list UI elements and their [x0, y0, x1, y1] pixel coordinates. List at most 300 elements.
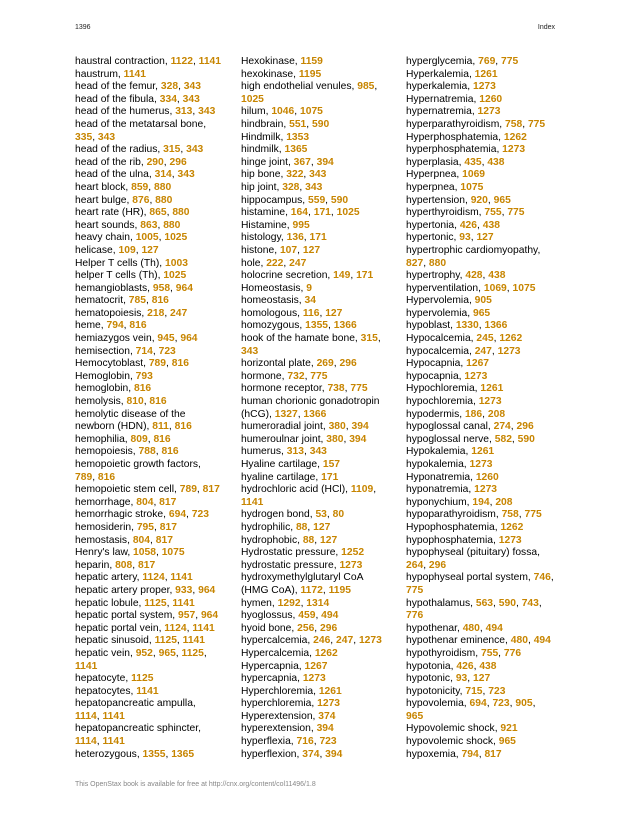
page-link[interactable]: 714 [135, 345, 153, 357]
page-link[interactable]: 1025 [241, 93, 264, 105]
page-link[interactable]: 1273 [472, 81, 496, 93]
page-link[interactable]: 1330 [455, 320, 479, 332]
page-link[interactable]: 785 [128, 295, 146, 307]
page-link[interactable]: 127 [320, 534, 338, 546]
page-link[interactable]: 1262 [500, 521, 524, 533]
page-link[interactable]: 438 [488, 270, 506, 282]
page-link[interactable]: 246 [313, 635, 331, 647]
page-link[interactable]: 1075 [161, 547, 185, 559]
page-link[interactable]: 788 [138, 446, 156, 458]
index-entry [241, 182, 391, 195]
page-link[interactable]: 723 [492, 698, 510, 710]
page-link[interactable]: 816 [161, 446, 179, 458]
page-link[interactable]: 590 [498, 597, 516, 609]
page-link[interactable]: 1267 [304, 660, 328, 672]
page-link[interactable]: 459 [298, 610, 316, 622]
page-link[interactable]: 964 [200, 610, 219, 622]
page-link[interactable]: 1195 [328, 584, 351, 596]
page-link[interactable]: 426 [456, 660, 474, 672]
page-link[interactable]: 952 [135, 647, 153, 659]
page-link[interactable]: 738 [327, 383, 345, 395]
page-link[interactable]: 394 [351, 421, 369, 433]
page-link[interactable]: 1125 [181, 647, 204, 659]
page-link[interactable]: 590 [517, 433, 535, 445]
page-link[interactable]: 93 [459, 232, 471, 244]
page-link[interactable]: 1273 [477, 106, 501, 118]
page-link[interactable]: 1141 [198, 56, 222, 67]
page-link[interactable]: 438 [479, 660, 497, 672]
page-link[interactable]: 435 [464, 156, 482, 168]
page-link[interactable]: 1159 [300, 56, 323, 67]
page-link[interactable]: 816 [174, 421, 192, 433]
page-link[interactable]: 290 [146, 156, 164, 168]
page-link[interactable]: 480 [510, 635, 528, 647]
page-link[interactable]: 269 [316, 358, 334, 370]
page-link[interactable]: 218 [147, 307, 165, 319]
page-link[interactable]: 810 [126, 396, 144, 408]
page-link[interactable]: 965 [498, 736, 516, 748]
page-link[interactable]: 9 [306, 282, 312, 294]
page-link[interactable]: 335 [75, 131, 93, 143]
page-link[interactable]: 157 [322, 459, 341, 470]
page-link[interactable]: 1262 [314, 647, 338, 659]
page-link[interactable]: 1262 [499, 333, 523, 345]
page-link[interactable]: 716 [296, 736, 314, 748]
page-link[interactable]: 1172 [300, 584, 323, 596]
page-link[interactable]: 343 [177, 169, 195, 181]
page-link[interactable]: 1141 [182, 635, 205, 647]
page-link[interactable]: 1292 [277, 597, 301, 609]
page-link[interactable]: 776 [406, 610, 424, 622]
page-link[interactable]: 208 [487, 408, 506, 420]
page-link[interactable]: 1141 [170, 572, 193, 584]
page-link[interactable]: 394 [325, 748, 343, 760]
index-term: hypoglossal canal, [406, 421, 494, 433]
separator: , [303, 446, 310, 458]
separator: , [477, 219, 483, 231]
page-link[interactable]: 880 [163, 219, 181, 231]
page-link[interactable]: 394 [316, 723, 334, 735]
page-link[interactable]: 313 [175, 106, 193, 118]
page-link[interactable]: 1122 [170, 56, 193, 67]
page-link[interactable]: 328 [160, 81, 179, 93]
page-link[interactable]: 34 [304, 295, 316, 307]
page-link[interactable]: 715 [465, 685, 483, 697]
page-link[interactable]: 817 [202, 484, 220, 496]
page-link[interactable]: 582 [494, 433, 512, 445]
page-link[interactable]: 816 [151, 295, 169, 307]
page-link[interactable]: 1025 [163, 270, 187, 282]
page-link[interactable]: 1273 [502, 144, 526, 156]
page-link[interactable]: 394 [316, 156, 334, 168]
separator: , [150, 534, 156, 546]
page-link[interactable]: 88 [302, 534, 315, 546]
page-link[interactable]: 380 [326, 433, 344, 445]
page-link[interactable]: 1267 [466, 358, 490, 370]
page-link[interactable]: 1069 [483, 282, 507, 294]
page-link[interactable]: 315 [360, 333, 378, 345]
page-link[interactable]: 88 [295, 521, 308, 533]
page-link[interactable]: 1355 [305, 320, 329, 332]
page-link[interactable]: 775 [507, 207, 525, 219]
page-link[interactable]: 723 [319, 736, 337, 748]
page-link[interactable]: 1075 [512, 282, 536, 294]
page-link[interactable]: 1069 [462, 169, 486, 181]
page-link[interactable]: 171 [313, 207, 331, 219]
page-link[interactable]: 80 [332, 509, 345, 521]
page-link[interactable]: 817 [159, 496, 177, 508]
page-link[interactable]: 793 [135, 370, 153, 382]
page-link[interactable]: 394 [349, 433, 367, 445]
page-link[interactable]: 438 [487, 156, 505, 168]
page-link[interactable]: 1365 [284, 144, 308, 156]
page-link[interactable]: 428 [465, 270, 483, 282]
page-link[interactable]: 775 [524, 509, 542, 521]
page-link[interactable]: 804 [132, 534, 150, 546]
page-link[interactable]: 808 [115, 559, 133, 571]
page-link[interactable]: 758 [505, 118, 523, 130]
page-link[interactable]: 590 [330, 194, 349, 206]
index-term: hydrogen bond, [241, 509, 316, 521]
page-link[interactable]: 732 [287, 370, 305, 382]
page-link[interactable]: 1025 [164, 232, 188, 244]
page-link[interactable]: 775 [501, 56, 519, 67]
separator: , [344, 383, 351, 395]
page-link[interactable]: 865 [149, 207, 167, 219]
page-link[interactable]: 343 [182, 93, 200, 105]
index-term: hypophyseal portal system, [406, 572, 534, 584]
page-link[interactable]: 1262 [503, 131, 527, 143]
page-link[interactable]: 590 [312, 118, 330, 130]
page-link[interactable]: 817 [155, 534, 173, 546]
page-link[interactable]: 343 [305, 181, 323, 193]
page-link[interactable]: 880 [154, 181, 172, 193]
page-link[interactable]: 1366 [333, 320, 357, 332]
page-link[interactable]: 816 [133, 383, 152, 395]
page-link[interactable]: 194 [472, 496, 490, 508]
page-link[interactable]: 985 [357, 81, 375, 93]
page-link[interactable]: 1260 [475, 471, 499, 483]
page-link[interactable]: 1141 [172, 597, 195, 609]
page-link[interactable]: 958 [152, 282, 171, 294]
page-link[interactable]: 1260 [479, 93, 503, 105]
page-link[interactable]: 965 [158, 647, 176, 659]
page-link[interactable]: 186 [464, 408, 483, 420]
page-link[interactable]: 965 [472, 307, 491, 319]
page-link[interactable]: 374 [318, 710, 336, 722]
page-link[interactable]: 1273 [474, 484, 498, 496]
page-link[interactable]: 343 [186, 144, 204, 156]
page-link[interactable]: 1124 [142, 572, 165, 584]
page-link[interactable]: 775 [527, 118, 546, 130]
page-link[interactable]: 817 [484, 748, 502, 760]
page-link[interactable]: 551 [289, 118, 307, 130]
page-link[interactable]: 247 [474, 345, 492, 357]
separator: , [166, 597, 173, 609]
page-link[interactable]: 343 [241, 345, 259, 357]
page-link[interactable]: 811 [152, 421, 169, 433]
page-link[interactable]: 933 [175, 584, 193, 596]
page-link[interactable]: 804 [136, 496, 154, 508]
page-link[interactable]: 723 [488, 685, 506, 697]
index-entry [241, 610, 391, 623]
index-term: hypotonicity, [406, 685, 466, 697]
page-link[interactable]: 313 [286, 446, 304, 458]
page-link[interactable]: 1195 [298, 68, 322, 80]
page-link[interactable]: 776 [503, 647, 522, 659]
page-link[interactable]: 1141 [75, 660, 98, 672]
index-entry [241, 132, 391, 145]
page-link[interactable]: 1124 [164, 622, 187, 634]
separator: , [176, 635, 183, 647]
page-link[interactable]: 775 [406, 584, 424, 596]
page-link[interactable]: 343 [97, 131, 116, 143]
page-link[interactable]: 794 [461, 748, 479, 760]
page-link[interactable]: 769 [478, 56, 496, 67]
index-term: head of the femur, [75, 81, 161, 93]
index-term: hypercapnia, [241, 673, 303, 685]
index-term: humeroulnar joint, [241, 433, 327, 445]
page-link[interactable]: 1141 [123, 68, 146, 80]
page-link[interactable]: 315 [163, 144, 181, 156]
page-link[interactable]: 1261 [318, 685, 342, 697]
page-link[interactable]: 1003 [165, 257, 188, 269]
page-link[interactable]: 1273 [478, 396, 502, 408]
page-link[interactable]: 876 [132, 194, 150, 206]
page-link[interactable]: 1141 [136, 685, 159, 697]
page-link[interactable]: 171 [356, 270, 374, 282]
page-link[interactable]: 559 [307, 194, 326, 206]
page-link[interactable]: 816 [149, 396, 167, 408]
page-link[interactable]: 171 [321, 471, 339, 483]
page-link[interactable]: 480 [462, 622, 480, 634]
page-link[interactable]: 1273 [302, 673, 326, 685]
page-link[interactable]: 1025 [336, 207, 360, 219]
page-link[interactable]: 1075 [460, 181, 484, 193]
page-link[interactable]: 149 [333, 270, 351, 282]
page-link[interactable]: 53 [315, 509, 327, 521]
page-link[interactable]: 171 [309, 232, 327, 244]
page-link[interactable]: 245 [476, 333, 494, 345]
page-link[interactable]: 964 [180, 333, 198, 345]
index-entry [406, 421, 556, 434]
page-link[interactable]: 775 [310, 370, 328, 382]
page-link[interactable]: 343 [309, 169, 327, 181]
page-link[interactable]: 380 [328, 421, 346, 433]
page-link[interactable]: 905 [474, 295, 492, 307]
page-link[interactable]: 995 [292, 219, 310, 231]
page-link[interactable]: 1273 [464, 370, 488, 382]
separator: , [154, 521, 160, 533]
page-link[interactable]: 274 [493, 421, 511, 433]
page-link[interactable]: 127 [313, 521, 331, 533]
page-link[interactable]: 1273 [497, 345, 521, 357]
page-link[interactable]: 222 [266, 257, 284, 269]
page-link[interactable]: 965 [406, 710, 424, 722]
page-link[interactable]: 1273 [358, 635, 382, 647]
page-link[interactable]: 1366 [303, 408, 327, 420]
page-link[interactable]: 880 [172, 207, 190, 219]
page-link[interactable]: 817 [138, 559, 156, 571]
page-link[interactable]: 328 [282, 181, 300, 193]
page-link[interactable]: 1125 [154, 635, 177, 647]
index-entry [406, 749, 556, 762]
page-link[interactable]: 109 [118, 244, 136, 256]
index-entry [406, 295, 556, 308]
separator: , [489, 496, 496, 508]
page-link[interactable]: 322 [286, 169, 304, 181]
index-entry [75, 270, 225, 283]
page-link[interactable]: 694 [469, 698, 487, 710]
page-link[interactable]: 296 [428, 559, 447, 571]
page-link[interactable]: 964 [175, 282, 193, 294]
index-entry [75, 320, 225, 333]
page-link[interactable]: 880 [155, 194, 173, 206]
page-link[interactable]: 723 [191, 509, 209, 521]
page-link[interactable]: 343 [198, 106, 216, 118]
page-link[interactable]: 1365 [171, 748, 195, 760]
page-link[interactable]: 334 [159, 93, 177, 105]
page-link[interactable]: 863 [140, 219, 158, 231]
page-link[interactable]: 164 [290, 207, 308, 219]
page-link[interactable]: 343 [309, 446, 327, 458]
page-link[interactable]: 1261 [474, 68, 498, 80]
index-term: hyponychium, [406, 496, 473, 508]
page-link[interactable]: 795 [136, 521, 154, 533]
page-link[interactable]: 694 [168, 509, 187, 521]
index-entry [241, 56, 391, 69]
page-link[interactable]: 1314 [306, 597, 330, 609]
page-link[interactable]: 247 [336, 635, 354, 647]
page-link[interactable]: 816 [97, 471, 116, 483]
page-link[interactable]: 296 [169, 156, 187, 168]
page-link[interactable]: 494 [485, 622, 503, 634]
page-link[interactable]: 296 [320, 622, 338, 634]
page-link[interactable]: 945 [157, 333, 175, 345]
page-link[interactable]: 426 [459, 219, 477, 231]
page-link[interactable]: 1075 [299, 106, 323, 118]
page-link[interactable]: 116 [302, 307, 320, 319]
page-link[interactable]: 920 [470, 194, 488, 206]
index-entry [406, 270, 556, 283]
page-link[interactable]: 816 [129, 320, 147, 332]
page-link[interactable]: 343 [183, 81, 201, 93]
page-link[interactable]: 827 [406, 257, 424, 269]
index-term: hyoglossus, [241, 610, 299, 622]
page-link[interactable]: 755 [480, 647, 499, 659]
page-link[interactable]: 247 [170, 307, 188, 319]
page-link[interactable]: 127 [473, 673, 491, 685]
page-link[interactable]: 438 [482, 219, 500, 231]
page-link[interactable]: 816 [153, 433, 171, 445]
page-link[interactable]: 794 [106, 320, 124, 332]
page-link[interactable]: 374 [302, 748, 320, 760]
page-link[interactable]: 256 [297, 622, 315, 634]
page-link[interactable]: 1273 [498, 534, 522, 546]
page-link[interactable]: 1273 [469, 459, 493, 470]
page-link[interactable]: 965 [493, 194, 511, 206]
page-link[interactable]: 1261 [471, 446, 495, 458]
page-link[interactable]: 127 [325, 307, 343, 319]
page-link[interactable]: 264 [406, 559, 424, 571]
page-link[interactable]: 1125 [131, 673, 154, 685]
page-link[interactable]: 880 [428, 257, 447, 269]
index-entry [241, 723, 391, 736]
page-link[interactable]: 1261 [480, 383, 504, 395]
page-link[interactable]: 1114 [75, 710, 97, 722]
page-link[interactable]: 723 [158, 345, 176, 357]
index-entry [406, 81, 556, 94]
page-link[interactable]: 127 [302, 244, 321, 256]
page-link[interactable]: 1366 [484, 320, 508, 332]
page-link[interactable]: 755 [484, 207, 502, 219]
page-link[interactable]: 1141 [241, 496, 264, 508]
page-link[interactable]: 494 [533, 635, 551, 647]
page-link[interactable]: 1109 [350, 484, 374, 496]
index-entry [406, 585, 556, 598]
page-link[interactable]: 1273 [339, 559, 363, 571]
page-link[interactable]: 957 [178, 610, 196, 622]
page-link[interactable]: 367 [293, 156, 311, 168]
index-entry [406, 723, 556, 736]
page-link[interactable]: 743 [521, 597, 539, 609]
page-link[interactable]: 1273 [317, 698, 341, 710]
page-link[interactable]: 789 [179, 484, 197, 496]
page-link[interactable]: 1141 [102, 736, 125, 748]
index-term: Hypocapnia, [406, 358, 467, 370]
page-link[interactable]: 859 [131, 181, 149, 193]
page-link[interactable]: 136 [286, 232, 304, 244]
index-term: Hypochloremia, [406, 383, 481, 395]
page-link[interactable]: 1125 [144, 597, 167, 609]
page-link[interactable]: 93 [455, 673, 468, 685]
page-link[interactable]: 905 [515, 698, 533, 710]
page-link[interactable]: 1355 [142, 748, 166, 760]
page-link[interactable]: 1114 [75, 736, 97, 748]
page-link[interactable]: 921 [500, 723, 518, 735]
page-link[interactable]: 746 [533, 572, 551, 584]
page-link[interactable]: 809 [130, 433, 148, 445]
page-link[interactable]: 816 [171, 358, 189, 370]
page-link[interactable]: 758 [501, 509, 519, 521]
page-link[interactable]: 1141 [102, 710, 125, 722]
index-entry [406, 69, 556, 82]
page-link[interactable]: 817 [159, 521, 177, 533]
separator: , [313, 736, 320, 748]
page-link[interactable]: 563 [475, 597, 494, 609]
page-link[interactable]: 775 [350, 383, 368, 395]
page-link[interactable]: 1141 [192, 622, 215, 634]
page-link[interactable]: 127 [141, 244, 159, 256]
page-link[interactable]: 494 [321, 610, 339, 622]
page-link[interactable]: 789 [148, 358, 167, 370]
page-link[interactable]: 208 [495, 496, 513, 508]
page-link[interactable]: 296 [516, 421, 534, 433]
page-link[interactable]: 247 [289, 257, 307, 269]
page-link[interactable]: 789 [75, 471, 93, 483]
page-link[interactable]: 1046 [271, 106, 295, 118]
page-link[interactable]: 1005 [135, 232, 159, 244]
page-link[interactable]: 1327 [274, 408, 298, 420]
page-link[interactable]: 107 [279, 244, 298, 256]
page-link[interactable]: 1058 [133, 547, 156, 559]
page-link[interactable]: 296 [339, 358, 357, 370]
page-link[interactable]: 314 [154, 169, 172, 181]
page-link[interactable]: 127 [476, 232, 494, 244]
page-link[interactable]: 964 [198, 584, 216, 596]
page-link[interactable]: 1353 [286, 131, 310, 143]
page-link[interactable]: 1252 [341, 547, 365, 559]
